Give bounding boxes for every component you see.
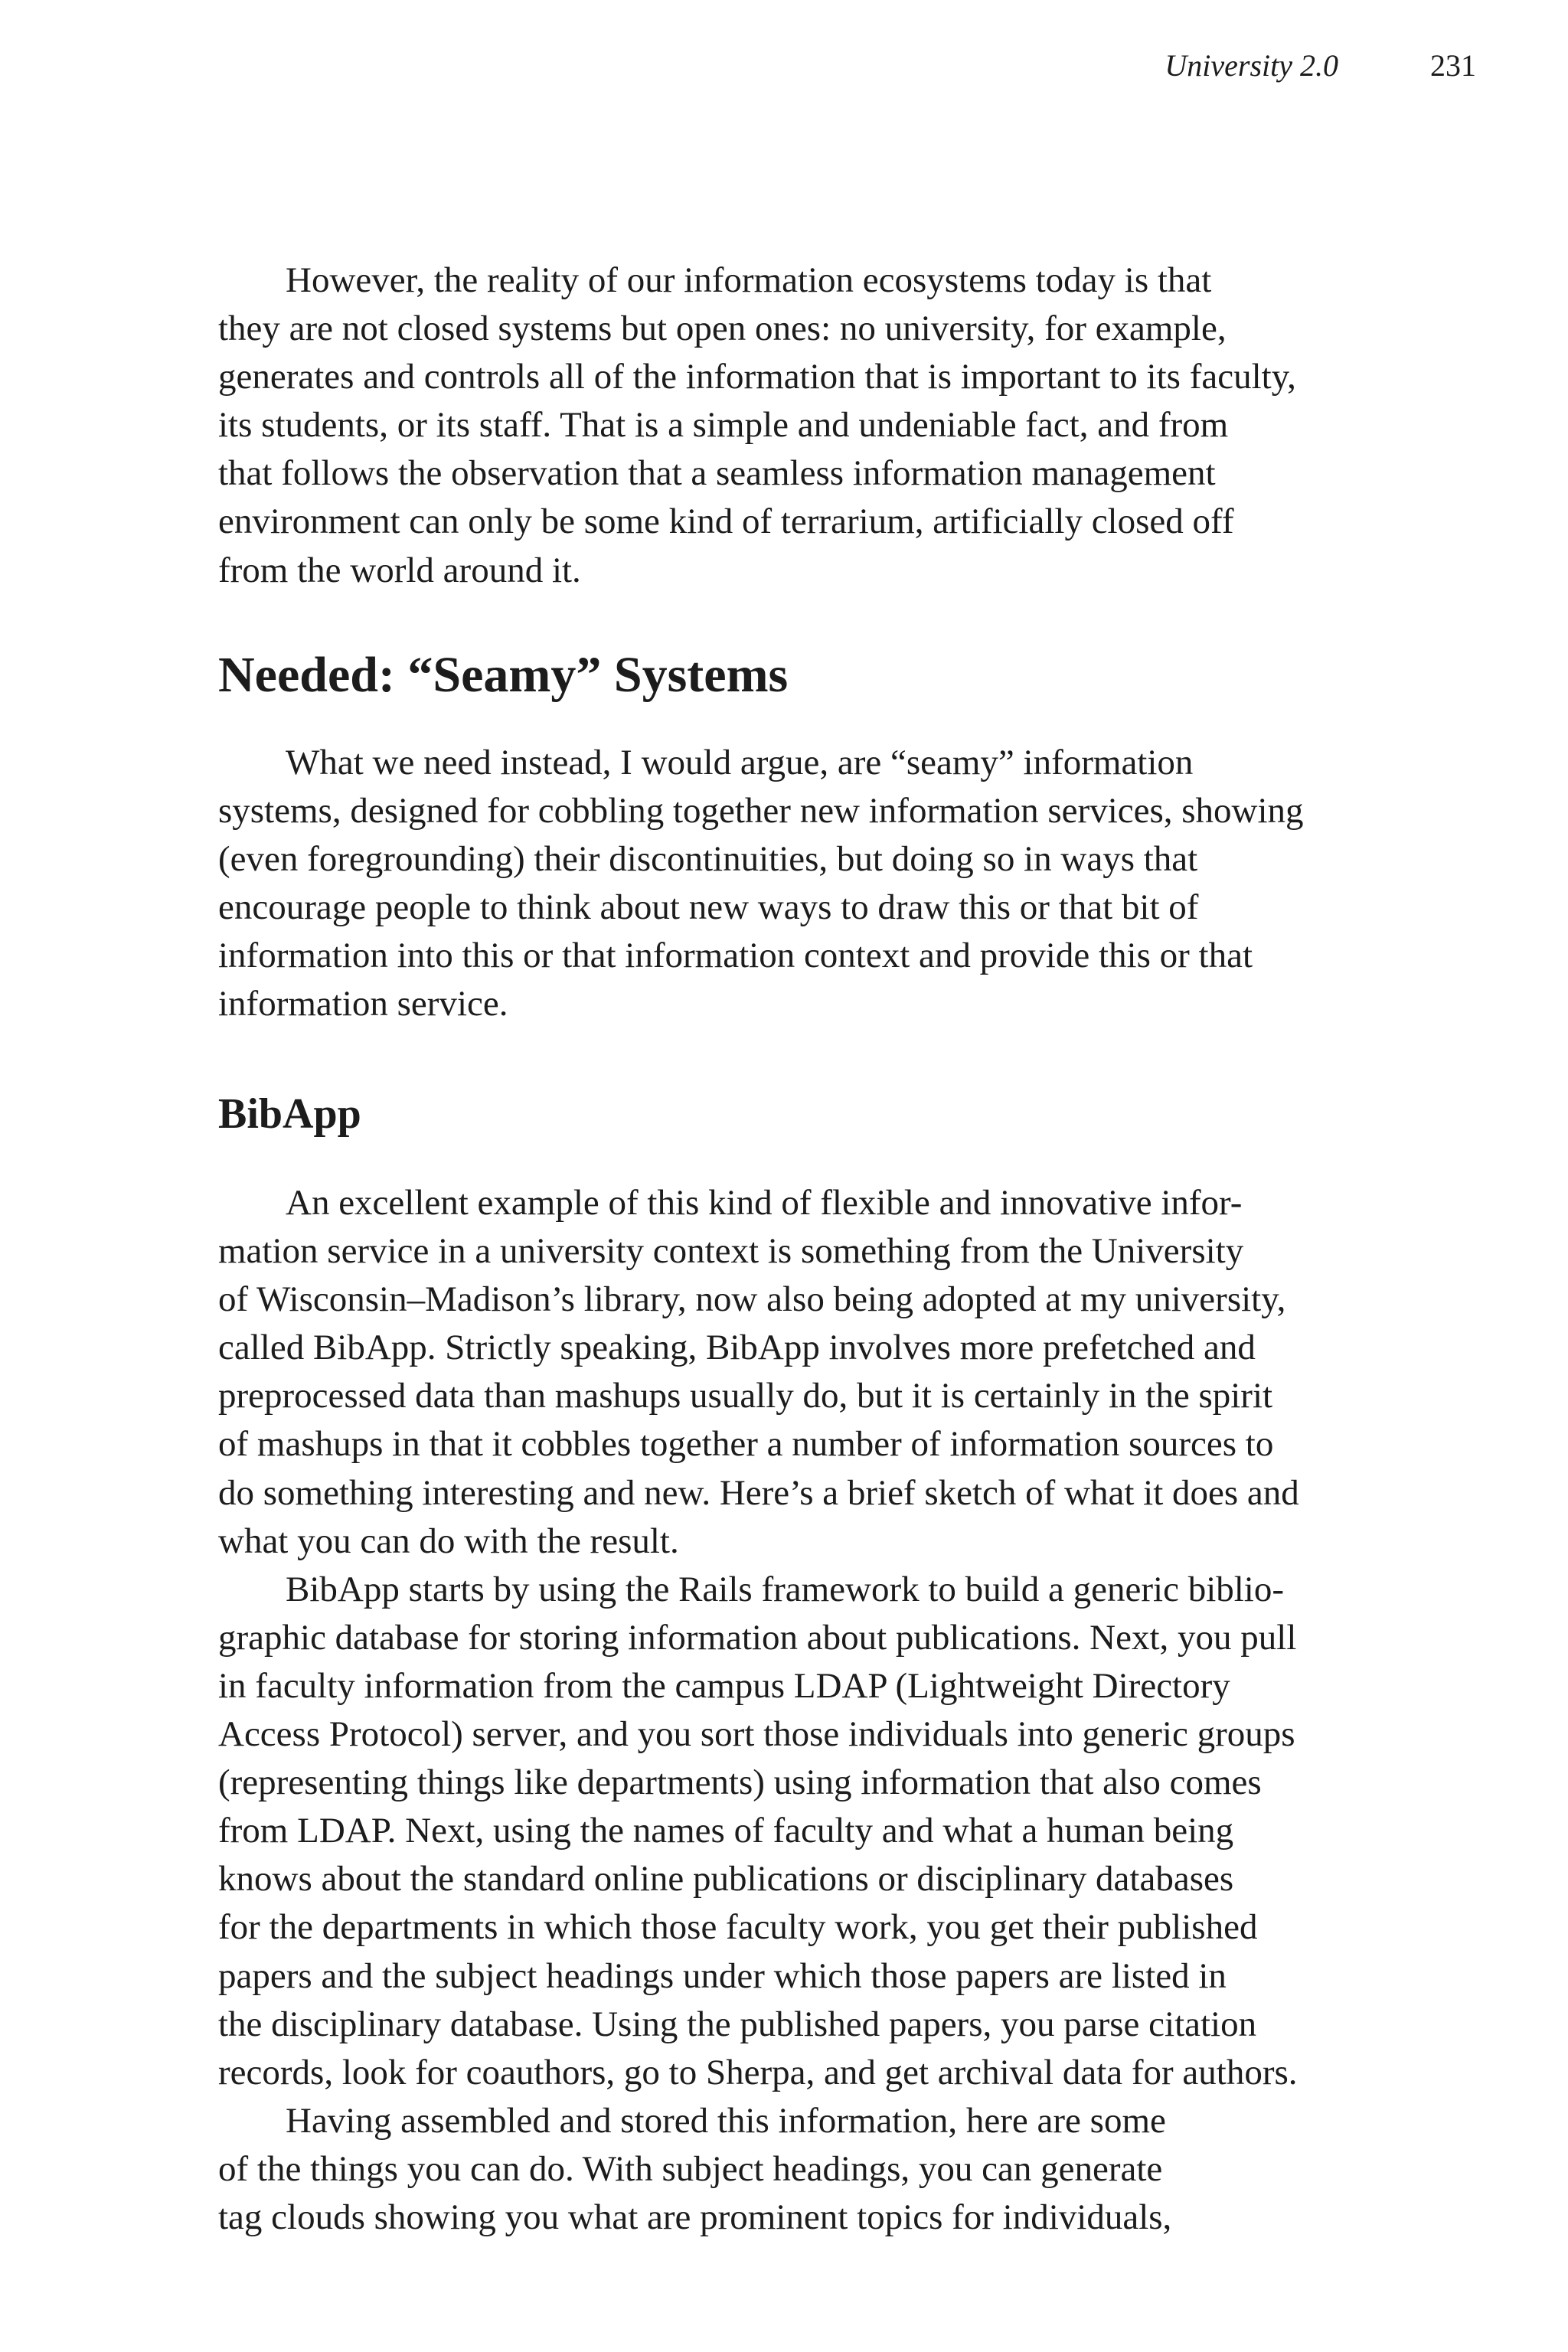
text-line: information into this or that information context and provide this or that xyxy=(218,936,1253,976)
page-number: 231 xyxy=(1430,48,1476,83)
text-line: encourage people to think about new ways to draw this or that bit of xyxy=(218,887,1199,928)
text-line: from LDAP. Next, using the names of faculty and what a human being xyxy=(218,1811,1234,1851)
text-line: from the world around it. xyxy=(218,550,581,590)
text-line: Access Protocol) server, and you sort those individuals into generic groups xyxy=(218,1714,1295,1755)
text-line: However, the reality of our information ecosystems today is that xyxy=(286,260,1212,300)
text-line: do something interesting and new. Here’s a brief sketch of what it does and xyxy=(218,1472,1299,1513)
text-line: tag clouds showing you what are prominent topics for individuals, xyxy=(218,2197,1172,2237)
text-line: (even foregrounding) their discontinuities, but doing so in ways that xyxy=(218,839,1198,880)
text-line: graphic database for storing information about publications. Next, you pull xyxy=(218,1617,1297,1658)
text-line: they are not closed systems but open ones: no university, for example, xyxy=(218,309,1227,349)
text-line: mation service in a university context is something from the University xyxy=(218,1231,1244,1272)
text-line: Having assembled and stored this information, here are some xyxy=(286,2100,1166,2141)
bibapp-paragraph-2 xyxy=(218,1566,1367,2097)
intro-paragraph-block xyxy=(218,256,1367,595)
text-line: of Wisconsin–Madison’s library, now also being adopted at my university, xyxy=(218,1279,1286,1320)
running-head xyxy=(1165,47,1476,84)
bibapp-text-block xyxy=(218,1179,1367,2242)
section-heading-seamy-systems: Needed: “Seamy” Systems xyxy=(218,647,789,703)
text-line: its students, or its staff. That is a simple and undeniable fact, and from xyxy=(218,405,1229,446)
intro-paragraph xyxy=(218,256,1367,595)
text-line: information service. xyxy=(218,984,508,1024)
text-line: in faculty information from the campus LDAP (Lightweight Directory xyxy=(218,1665,1230,1706)
text-line: systems, designed for cobbling together new information services, showing xyxy=(218,791,1304,831)
bibapp-paragraph-3 xyxy=(218,2097,1367,2242)
running-title: University 2.0 xyxy=(1165,48,1338,83)
text-line: preprocessed data than mashups usually do, but it is certainly in the spirit xyxy=(218,1376,1273,1416)
text-line: papers and the subject headings under which those papers are listed in xyxy=(218,1955,1227,1996)
text-line: environment can only be some kind of terrarium, artificially closed off xyxy=(218,501,1234,542)
seamy-paragraph-block xyxy=(218,739,1367,1029)
bibapp-paragraph-1 xyxy=(218,1179,1367,1566)
text-line: for the departments in which those faculty work, you get their published xyxy=(218,1907,1258,1948)
text-line: records, look for coauthors, go to Sherpa, and get archival data for authors. xyxy=(218,2052,1298,2092)
seamy-paragraph xyxy=(218,739,1367,1029)
text-line: what you can do with the result. xyxy=(218,1521,679,1561)
text-line: of the things you can do. With subject headings, you can generate xyxy=(218,2148,1163,2189)
text-line: What we need instead, I would argue, are “seamy” information xyxy=(286,743,1194,782)
text-line: BibApp starts by using the Rails framework to build a generic biblio- xyxy=(286,1569,1285,1609)
section-heading-bibapp: BibApp xyxy=(218,1090,361,1138)
text-line: knows about the standard online publications or disciplinary databases xyxy=(218,1859,1234,1900)
text-line: that follows the observation that a seamless information management xyxy=(218,453,1216,494)
text-line: called BibApp. Strictly speaking, BibApp involves more prefetched and xyxy=(218,1328,1256,1368)
text-line: generates and controls all of the information that is important to its faculty, xyxy=(218,357,1296,397)
text-line: An excellent example of this kind of flexible and innovative infor- xyxy=(286,1183,1243,1223)
text-line: the disciplinary database. Using the published papers, you parse citation xyxy=(218,2004,1257,2044)
text-line: (representing things like departments) using information that also comes xyxy=(218,1762,1262,1803)
text-line: of mashups in that it cobbles together a number of information sources to xyxy=(218,1424,1274,1465)
